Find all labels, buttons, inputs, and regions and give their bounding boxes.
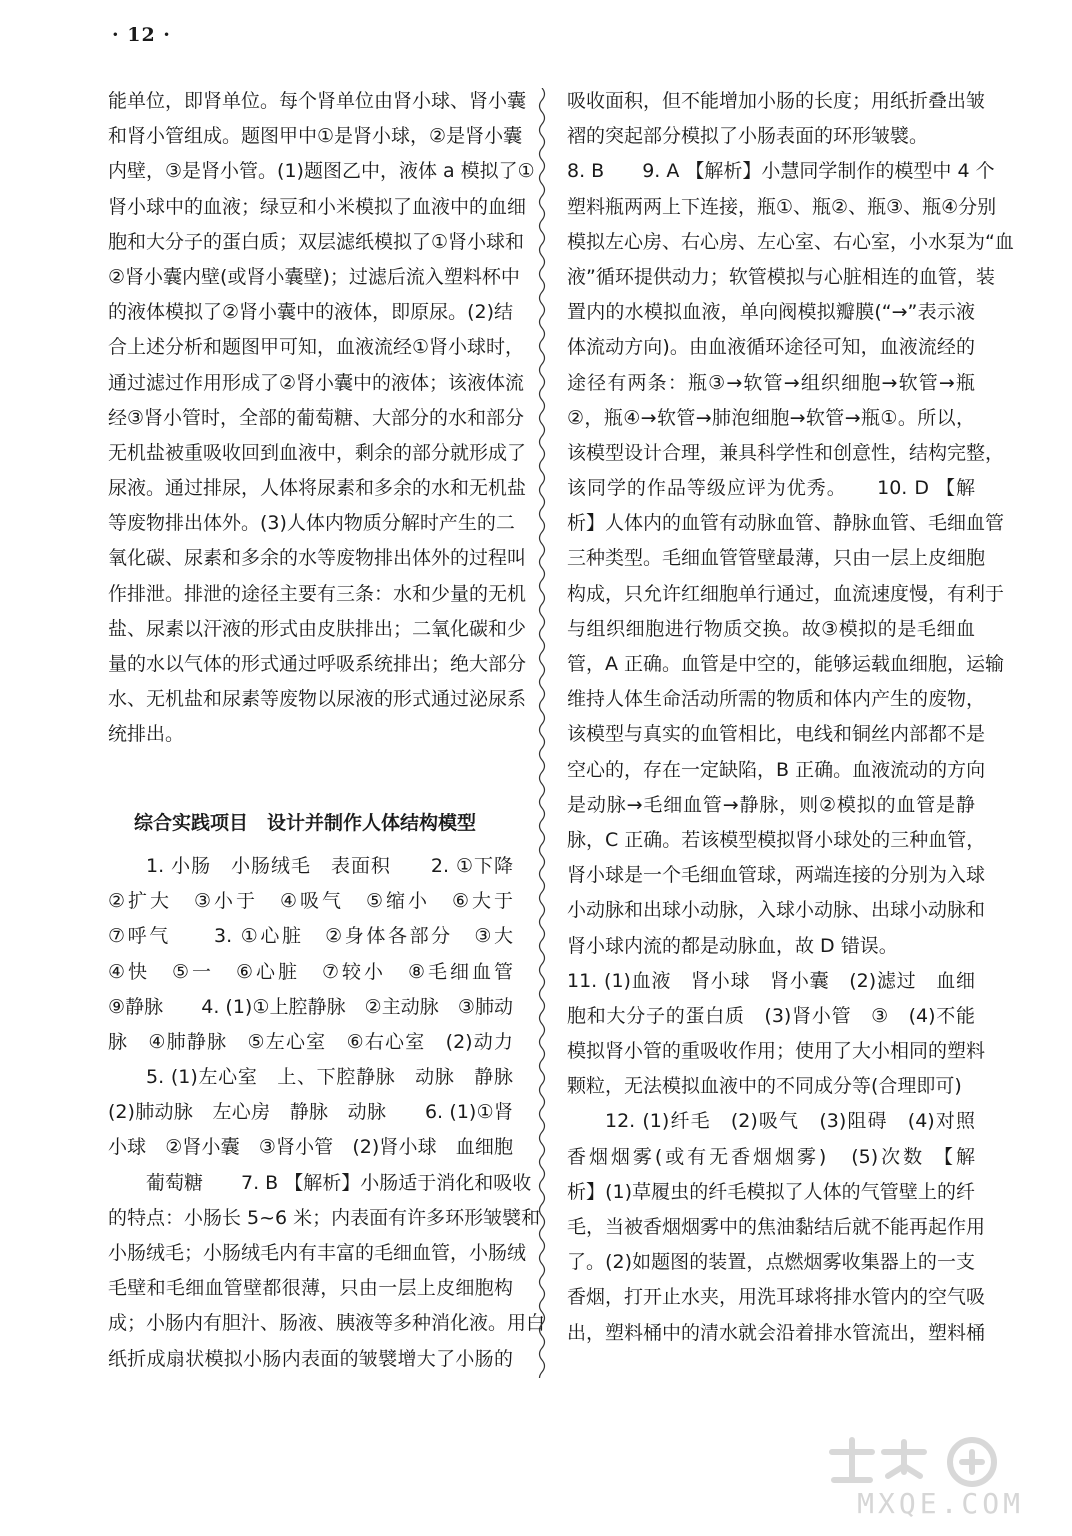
page-number: · 12 · — [112, 24, 171, 46]
left-column — [108, 84, 546, 1377]
text-line: 脉 ④肺静脉 ⑤左心室 ⑥右心室 (2)动力 — [108, 1030, 513, 1053]
text-line: 1. 小肠 小肠绒毛 表面积 2. ①下降 — [146, 854, 513, 877]
text-line: ②肾小囊内壁(或肾小囊壁)；过滤后流入塑料杯中 — [108, 265, 520, 288]
text-line: 统排出。 — [108, 723, 185, 746]
text-line: 析】(1)草履虫的纤毛模拟了人体的气管壁上的纤 — [567, 1180, 975, 1203]
text-line: 能单位，即肾单位。每个肾单位由肾小球、肾小囊 — [108, 90, 527, 112]
text-line: 通过滤过作用形成了②肾小囊中的液体；该液体流 — [108, 371, 525, 394]
text-line: 内壁，③是肾小管。(1)题图乙中，液体 a 模拟了① — [108, 160, 535, 183]
text-line: 构成，只允许红细胞单行通过，血流速度慢，有利于 — [567, 582, 1005, 605]
text-line: 5. (1)左心室 上、下腔静脉 动脉 静脉 — [146, 1066, 513, 1089]
text-line: 和肾小管组成。题图甲中①是肾小球，②是肾小囊 — [108, 125, 523, 148]
text-line: 经③肾小管时，全部的葡萄糖、大部分的水和部分 — [108, 406, 525, 429]
text-line: 出，塑料桶中的清水就会沿着排水管流出，塑料桶 — [567, 1321, 986, 1344]
text-line: 合上述分析和题图甲可知，血液流经①肾小球时， — [108, 336, 525, 359]
watermark-text: MXQE.COM — [857, 1487, 1024, 1520]
text-line: 12. (1)纤毛 (2)吸气 (3)阻碍 (4)对照 — [605, 1110, 975, 1133]
text-line: 毛壁和毛细血管壁都很薄，只由一层上皮细胞构 — [108, 1277, 513, 1300]
text-line: 吸收面积，但不能增加小肠的长度；用纸折叠出皱 — [567, 90, 986, 112]
text-line: 的特点：小肠长 5~6 米；内表面有许多环形皱襞和 — [108, 1206, 541, 1229]
text-line: 与组织细胞进行物质交换。故③模拟的是毛细血 — [567, 617, 975, 640]
text-line: 11. (1)血液 肾小球 肾小囊 (2)滤过 血细 — [567, 969, 975, 992]
text-line: ④快 ⑤一 ⑥心脏 ⑦较小 ⑧毛细血管 — [108, 960, 513, 983]
section-title: 综合实践项目 设计并制作人体结构模型 — [134, 811, 477, 834]
text-line: 是动脉→毛细血管→静脉，则②模拟的血管是静 — [567, 793, 975, 816]
text-line: 该模型与真实的血管相比，电线和铜丝内部都不是 — [567, 723, 986, 746]
text-line: 纸折成扇状模拟小肠内表面的皱襞增大了小肠的 — [108, 1347, 513, 1370]
text-line: 颗粒，无法模拟血液中的不同成分等(合理即可) — [567, 1075, 962, 1098]
text-line: 等废物排出体外。(3)人体内物质分解时产生的二 — [108, 512, 515, 535]
wavy-divider-icon — [536, 88, 548, 1378]
text-line: 空心的，存在一定缺陷，B 正确。血液流动的方向 — [567, 758, 986, 781]
right-column — [567, 84, 1014, 1351]
text-line: 模拟肾小管的重吸收作用；使用了大小相同的塑料 — [567, 1040, 986, 1063]
text-line: 体流动方向)。由血液循环途径可知，血液流经的 — [567, 336, 975, 359]
text-line: 胞和大分子的蛋白质 (3)肾小管 ③ (4)不能 — [567, 1004, 975, 1027]
text-line: 褶的突起部分模拟了小肠表面的环形皱襞。 — [567, 125, 929, 148]
text-line: (2)肺动脉 左心房 静脉 动脉 6. (1)①肾 — [108, 1101, 513, 1124]
text-line: 香烟，打开止水夹，用洗耳球将排水管内的空气吸 — [567, 1286, 986, 1309]
text-line: 三种类型。毛细血管管壁最薄，只由一层上皮细胞 — [567, 547, 986, 570]
text-line: 模拟左心房、右心房、左心室、右心室，小水泵为“血 — [567, 230, 1014, 253]
text-line: 该模型设计合理，兼具科学性和创意性，结构完整， — [567, 441, 1005, 464]
text-line: 肾小球内流的都是动脉血，故 D 错误。 — [567, 934, 898, 957]
text-line: 的液体模拟了②肾小囊中的液体，即原尿。(2)结 — [108, 301, 513, 324]
text-line: 成；小肠内有胆汁、肠液、胰液等多种消化液。用白 — [108, 1312, 546, 1335]
text-line: 8. B 9. A 【解析】小慧同学制作的模型中 4 个 — [567, 160, 995, 183]
text-line: 小动脉和出球小动脉，入球小动脉、出球小动脉和 — [567, 899, 986, 922]
text-line: 无机盐被重吸收回到血液中，剩余的部分就形成了 — [108, 441, 527, 464]
text-line: 置内的水模拟血液，单向阀模拟瓣膜(“→”表示液 — [567, 301, 975, 324]
text-line: ⑦呼气 3. ①心脏 ②身体各部分 ③大 — [108, 925, 513, 948]
text-line: 小肠绒毛；小肠绒毛内有丰富的毛细血管，小肠绒 — [108, 1242, 527, 1264]
text-line: 量的水以气体的形式通过呼吸系统排出；绝大部分 — [108, 653, 527, 675]
text-line: 水、无机盐和尿素等废物以尿液的形式通过泌尿系 — [108, 688, 527, 711]
text-line: 肾小球中的血液；绿豆和小米模拟了血液中的血细 — [108, 195, 527, 218]
text-line: 管，A 正确。血管是中空的，能够运载血细胞，运输 — [567, 653, 1005, 675]
text-line: 该同学的作品等级应评为优秀。 10. D 【解 — [567, 477, 975, 500]
text-line: 了。(2)如题图的装置，点燃烟雾收集器上的一支 — [567, 1251, 975, 1274]
text-line: 香烟烟雾(或有无香烟烟雾) (5)次数 【解 — [567, 1145, 975, 1168]
text-line: ⑨静脉 4. (1)①上腔静脉 ②主动脉 ③肺动 — [108, 995, 513, 1018]
text-line: 作排泄。排泄的途径主要有三条：水和少量的无机 — [108, 582, 527, 605]
text-line: 盐、尿素以汗液的形式由皮肤排出；二氧化碳和少 — [108, 617, 527, 640]
text-line: 塑料瓶两两上下连接，瓶①、瓶②、瓶③、瓶④分别 — [567, 195, 997, 218]
text-line: 小球 ②肾小囊 ③肾小管 (2)肾小球 血细胞 — [108, 1136, 513, 1159]
text-line: ②，瓶④→软管→肺泡细胞→软管→瓶①。所以， — [567, 406, 975, 429]
text-line: 胞和大分子的蛋白质；双层滤纸模拟了①肾小球和 — [108, 230, 525, 253]
text-line: 肾小球是一个毛细血管球，两端连接的分别为入球 — [567, 864, 986, 887]
text-line: 脉，C 正确。若该模型模拟肾小球处的三种血管， — [567, 828, 986, 851]
text-line: 氧化碳、尿素和多余的水等废物排出体外的过程叫 — [108, 547, 527, 570]
text-line: 液”循环提供动力；软管模拟与心脏相连的血管，装 — [567, 265, 995, 288]
text-line: 毛，当被香烟烟雾中的焦油黏结后就不能再起作用 — [567, 1216, 986, 1238]
text-line: 途径有两条：瓶③→软管→组织细胞→软管→瓶 — [567, 371, 975, 394]
text-line: ②扩大 ③小于 ④吸气 ⑤缩小 ⑥大于 — [108, 890, 513, 913]
text-line: 析】人体内的血管有动脉血管、静脉血管、毛细血管 — [567, 512, 1005, 535]
text-line: 尿液。通过排尿，人体将尿素和多余的水和无机盐 — [108, 477, 527, 500]
text-line: 维持人体生命活动所需的物质和体内产生的废物， — [567, 688, 986, 711]
text-line: 葡萄糖 7. B 【解析】小肠适于消化和吸收 — [146, 1171, 532, 1194]
